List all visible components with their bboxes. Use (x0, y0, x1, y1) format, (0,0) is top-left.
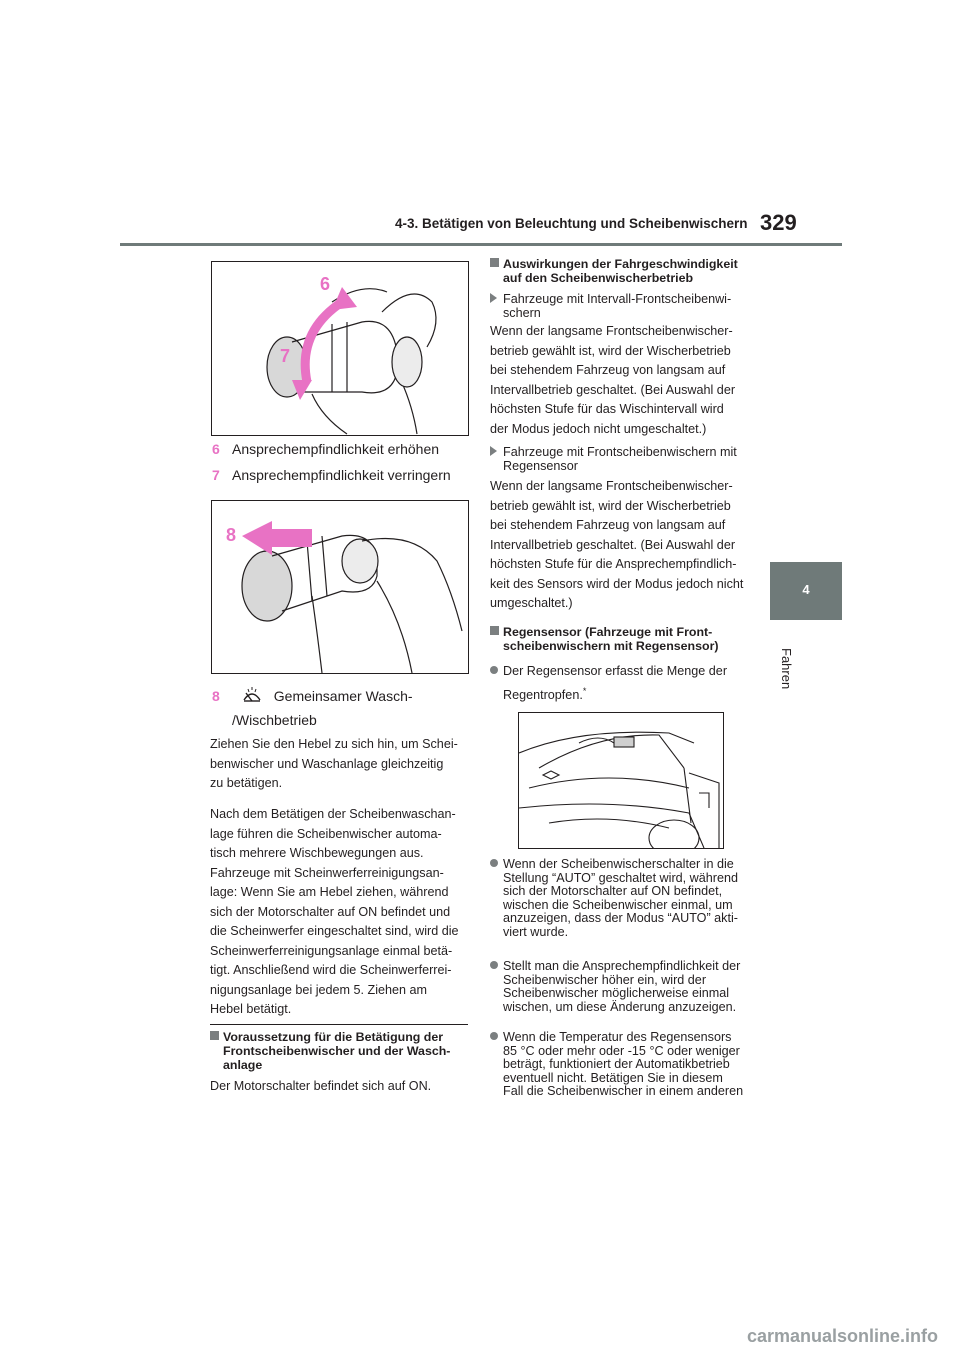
paragraph-rain-sensor: Wenn der langsame Frontscheibenwischer- betrieb gewählt ist, wird der Wischerbetrieb bei stehendem Fahrzeug von langsam auf Intervallbetrieb geschaltet. (Bei Auswahl der höchsten Stufe für die Ansprechempfindlich- keit des Sensors wird der Modus jedoch nicht umgeschaltet.) (490, 479, 744, 610)
figure-sensitivity-dial (211, 261, 469, 436)
text-line: Ziehen Sie den Hebel zu sich hin, um Schei- (210, 737, 458, 751)
text-line: Fahrzeuge mit Scheinwerferreinigungsan- (210, 865, 444, 880)
paragraph-after-washing (210, 805, 468, 1020)
paragraph-intermittent: Wenn der langsame Frontscheibenwischer- betrieb gewählt ist, wird der Wischerbetrieb bei stehendem Fahrzeug von langsam auf Intervallbetrieb geschaltet. (Bei Auswahl der höchsten Stufe für das Wischintervall wird der Modus jedoch nicht umgeschaltet.) (490, 324, 736, 436)
text-line: sich der Motorschalter auf ON befindet und (210, 904, 451, 919)
heading-speed-effect: Auswirkungen der Fahrgeschwindigkeit auf den Scheibenwischerbetrieb (490, 257, 750, 285)
watermark: carmanualsonline.info (746, 1326, 938, 1346)
text-line: Nach dem Betätigen der Scheibenwaschan- (210, 807, 456, 821)
subheading-rain-sensor: Fahrzeuge mit Frontscheibenwischern mit Regensensor (490, 446, 750, 473)
figure-rain-sensor-car (518, 712, 724, 849)
bullet-temperature: Wenn die Temperatur des Regensensors 85 °C oder mehr oder -15 °C oder weniger beträgt, funktioniert der Automatikbetrieb eventuell nicht. Betätigen Sie in diesem Fall die Scheibenwischer in einem anderen (490, 1031, 750, 1099)
chapter-number: 4 (802, 582, 810, 597)
page-number: 329 (760, 210, 797, 235)
section-title: 4-3. Betätigen von Beleuchtung und Scheibenwischern (395, 216, 748, 231)
round-bullet-icon (490, 961, 498, 969)
legend-text: Ansprechempfindlichkeit verringern (232, 467, 451, 483)
pull-lever-illustration (212, 501, 468, 673)
chapter-label: Fahren (779, 648, 794, 690)
triangle-bullet-icon (490, 293, 497, 303)
text-line: tisch mehrere Wischbewegungen aus. (210, 846, 424, 860)
text-line: nigungsanlage bei jedem 5. Ziehen am (210, 982, 428, 997)
legend-number: 7 (212, 467, 220, 483)
car-windshield-illustration (519, 713, 723, 848)
header-rule (120, 243, 842, 246)
text-line: lage: Wenn Sie am Hebel ziehen, während (210, 885, 449, 899)
round-bullet-icon (490, 1032, 498, 1040)
legend-number: 6 (212, 441, 220, 457)
text-line: tigt. Anschließend wird die Scheinwerferrei- (210, 963, 452, 977)
legend-item-8-cont: /Wischbetrieb (232, 712, 317, 728)
lever-dial-illustration (212, 262, 468, 435)
legend-item-8 (212, 686, 470, 706)
section-separator (210, 1024, 468, 1025)
chapter-tab (770, 562, 842, 620)
bullet-sensitivity-change: Stellt man die Ansprechempfindlichkeit der Scheibenwischer höher ein, wird der Scheibenwischer möglicherweise einmal wischen, um diese Änderung anzuzeigen. (490, 960, 750, 1014)
wash-wipe-icon (242, 686, 262, 704)
square-bullet-icon (490, 258, 499, 267)
text-preconditions: Der Motorschalter befindet sich auf ON. (210, 1079, 432, 1093)
text-line: lage führen die Scheibenwischer automa- (210, 826, 442, 841)
text-line: Scheinwerferreinigungsanlage einmal betä- (210, 943, 453, 958)
triangle-bullet-icon (490, 446, 497, 456)
footnote-marker: * (582, 685, 587, 696)
round-bullet-icon (490, 859, 498, 867)
round-bullet-icon (490, 666, 498, 674)
bullet-rain-drops: Der Regensensor erfasst die Menge der Regentropfen.* (490, 662, 750, 705)
legend-item-6 (212, 439, 439, 459)
legend-text: Gemeinsamer Wasch- (273, 688, 413, 704)
bullet-auto-mode: Wenn der Scheibenwischerschalter in die Stellung “AUTO” geschaltet wird, während sich der Motorschalter auf ON befindet, wischen die Scheibenwischer einmal, um anzuzeigen, dass der Modus “AUTO” akti- viert wurde. (490, 858, 750, 939)
figure-label-8: 8 (226, 525, 237, 545)
paragraph-wash-operation (210, 735, 468, 794)
heading-rain-sensor: Regensensor (Fahrzeuge mit Front- scheibenwischern mit Regensensor) (490, 625, 750, 653)
text-line: zu betätigen. (210, 776, 283, 790)
legend-number: 8 (212, 688, 220, 704)
square-bullet-icon (210, 1031, 219, 1040)
subheading-intermittent: Fahrzeuge mit Intervall-Frontscheibenwi- schern (490, 293, 750, 320)
heading-preconditions: Voraussetzung für die Betätigung der Frontscheibenwischer und der Wasch- anlage (210, 1030, 468, 1072)
square-bullet-icon (490, 626, 499, 635)
text-line: Hebel betätigt. (210, 1002, 292, 1016)
figure-label-7: 7 (280, 346, 291, 366)
text-line: die Scheinwerfer eingeschaltet sind, wird die (210, 924, 459, 938)
legend-text: Ansprechempfindlichkeit erhöhen (232, 441, 440, 457)
text-line: benwischer und Waschanlage gleichzeitig (210, 756, 444, 771)
figure-pull-lever (211, 500, 469, 674)
legend-item-7 (212, 465, 451, 485)
figure-label-6: 6 (320, 274, 331, 294)
